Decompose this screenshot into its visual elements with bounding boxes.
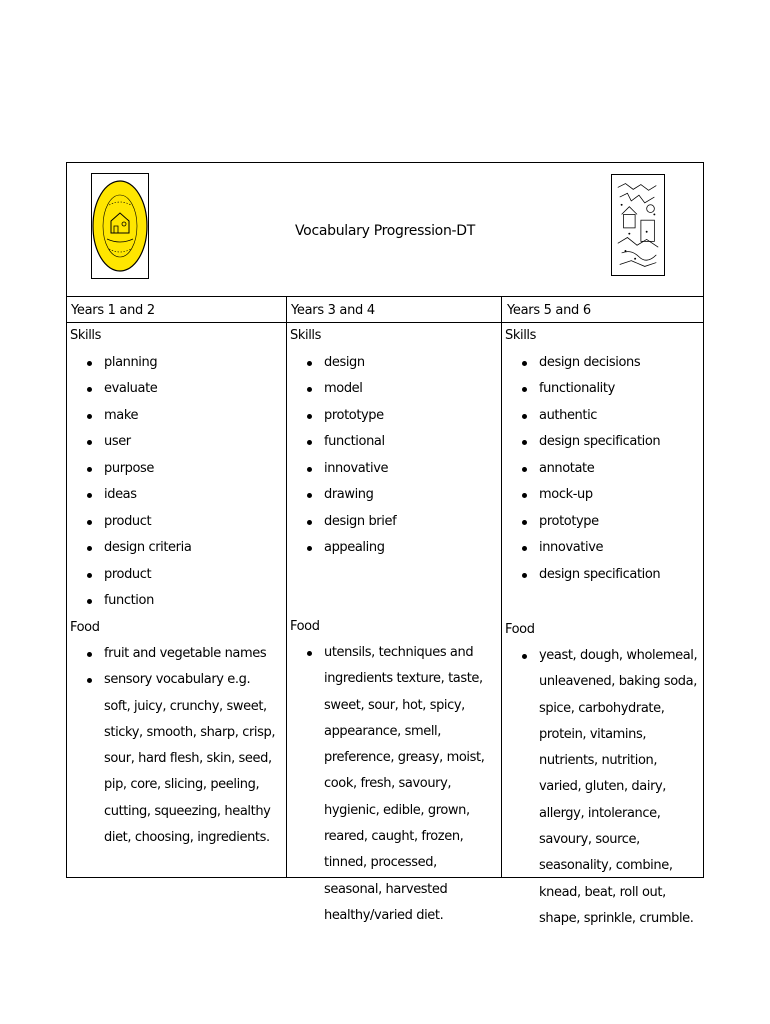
list-item: functionality (505, 376, 701, 403)
food-heading: Food (70, 619, 100, 635)
list-item: authentic (505, 403, 701, 430)
skills-heading: Skills (70, 328, 101, 343)
skills-list (70, 350, 280, 615)
list-item: prototype (290, 403, 497, 430)
list-item: product (70, 562, 280, 589)
skills-list (505, 350, 701, 589)
list-item: innovative (505, 535, 701, 562)
vocabulary-table (66, 162, 704, 926)
column-years-1-2 (67, 323, 286, 877)
list-item: purpose (70, 456, 280, 483)
list-item: drawing (290, 482, 497, 509)
list-item: utensils, techniques and ingredients texture, taste, sweet, sour, hot, spicy, appearance, smell, preference, greasy, moist, cook, fresh, savoury, hygienic, edible, grown, reared, caught, frozen, tinned, processed, seasonal, harvested healthy/varied diet. (290, 640, 495, 929)
document-title: Vocabulary Progression-DT (294, 223, 475, 239)
food-heading: Food (505, 622, 535, 637)
list-item: make (70, 403, 280, 430)
year-label-1-2: Years 1 and 2 (71, 303, 155, 318)
column-years-5-6 (502, 323, 703, 926)
list-item: ideas (70, 482, 280, 509)
list-item: product (70, 509, 280, 536)
list-item: annotate (505, 456, 701, 483)
list-item: innovative (290, 456, 497, 483)
food-list (505, 643, 701, 932)
year-header-row (67, 297, 703, 323)
list-item: design criteria (70, 535, 280, 562)
food-list (290, 640, 495, 929)
list-item: function (70, 588, 280, 615)
year-label-5-6: Years 5 and 6 (507, 303, 591, 318)
list-item: yeast, dough, wholemeal, unleavened, baking soda, spice, carbohydrate, protein, vitamins, nutrients, nutrition, varied, gluten, dairy, allergy, intolerance, savoury, source, seasonality, combine, knead, beat, roll out, shape, sprinkle, crumble. (505, 643, 701, 932)
food-heading: Food (290, 619, 320, 634)
list-item: design brief (290, 509, 497, 536)
skills-heading: Skills (505, 328, 536, 343)
food-list (70, 641, 280, 851)
list-item: evaluate (70, 376, 280, 403)
table-header (67, 163, 703, 297)
list-item: mock-up (505, 482, 701, 509)
list-item: design (290, 350, 497, 377)
list-item: prototype (505, 509, 701, 536)
list-item: fruit and vegetable names (70, 641, 280, 667)
list-item: functional (290, 429, 497, 456)
list-item: model (290, 376, 497, 403)
illustration-logo (611, 174, 665, 276)
list-item: planning (70, 350, 280, 377)
list-item: user (70, 429, 280, 456)
list-item: sensory vocabulary e.g. soft, juicy, crunchy, sweet, sticky, smooth, sharp, crisp, sour, hard flesh, skin, seed, pip, core, slicing, peeling, cutting, squeezing, healthy diet, choosing, ingredients. (70, 667, 280, 851)
skills-list (290, 350, 497, 562)
list-item: design decisions (505, 350, 701, 377)
list-item: appealing (290, 535, 497, 562)
list-item: design specification (505, 562, 701, 589)
list-item: design specification (505, 429, 701, 456)
skills-heading: Skills (290, 328, 321, 343)
year-label-3-4: Years 3 and 4 (291, 303, 375, 318)
column-years-3-4 (287, 323, 501, 923)
